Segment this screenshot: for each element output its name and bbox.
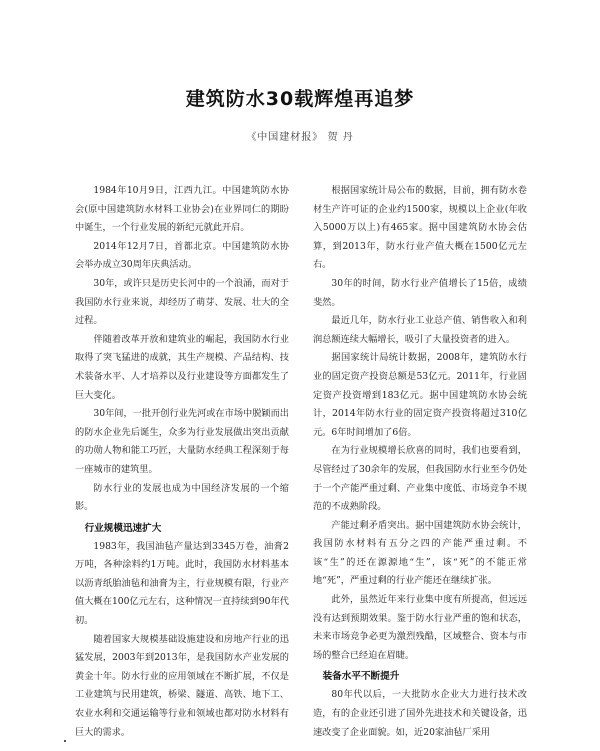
- right-column: [313, 182, 527, 742]
- article-byline: 《中国建材报》 贺 丹: [246, 132, 354, 143]
- paragraph: 30年，或许只是历史长河中的一个浪涌，而对于我国防水行业来说，却经历了萌芽、发展、壮大的全过程。: [75, 277, 289, 327]
- paragraph: 80年代以后，一大批防水企业大力进行技术改造，有的企业还引进了国外先进技术和关键设备，迅速改变了企业面貌。如，近20家油毡厂采用: [313, 689, 527, 738]
- paragraph: 1984年10月9日，江西九江。中国建筑防水协会(原中国建筑防水材料工业协会)在业界同仁的期盼中诞生，一个行业发展的新纪元就此开启。: [75, 185, 289, 234]
- paragraph: 随着国家大规模基础设施建设和房地产行业的迅猛发展，2003年到2013年，是我国防水产业发展的黄金十年。防水行业的应用领域在不断扩展，不仅是工业建筑与民用建筑，桥梁、隧道、高铁、地下工、农业水利和交通运输等行业和领域也都对防水材料有巨大的需求。: [75, 633, 289, 738]
- paragraph: 最近几年，防水行业工业总产值、销售收入和利润总额连续大幅增长，吸引了大量投资者的进入。: [313, 315, 527, 345]
- paragraph: 30年间，一批开创行业先河或在市场中脱颖而出的防水企业先后诞生，众多为行业发展做出突出贡献的功勋人物和能工巧匠，大量防水经典工程深刻于每一座城市的建筑里。: [75, 408, 289, 475]
- paragraph: 1983年，我国油毡产量达到3345万卷，油膏2万吨，各种涂料约1万吨。此时，我国防水材料基本以沥青纸胎油毡和油膏为主，行业规模有限，行业产值大概在100亿元左右，这种情况一直持续到90年代初。: [75, 540, 289, 627]
- paragraph: 产能过剩矛盾突出。据中国建筑防水协会统计，我国防水材料有五分之四的产能严重过剩。不该“生”的还在源源地“生”，该“死”的不能正常地“死”，严重过剩的行业产能还在继续扩张。: [313, 519, 527, 587]
- section-heading: 装备水平不断提升: [322, 671, 400, 683]
- section-heading: 行业规模迅速扩大: [84, 522, 162, 534]
- article-title: 建筑防水30载辉煌再追梦: [185, 88, 415, 110]
- paragraph: 防水行业的发展也成为中国经济发展的一个缩影。: [75, 482, 289, 513]
- paragraph: 伴随着改革开放和建筑业的崛起，我国防水行业取得了突飞猛进的成就，其生产规模、产品结构、技术装备水平、人才培养以及行业建设等方面都发生了巨大变化。: [75, 333, 289, 401]
- scan-mark: [64, 740, 66, 742]
- paragraph: 在为行业规模增长欣喜的同时，我们也要看到，尽管经过了30余年的发展，但我国防水行业至今仍处于一个产能严重过剩、产业集中度低、市场竞争不规范的不成熟阶段。: [313, 445, 527, 513]
- paragraph: 2014年12月7日，首都北京。中国建筑防水协会举办成立30周年庆典活动。: [75, 240, 289, 271]
- paragraph: 据国家统计局统计数据，2008年，建筑防水行业的固定资产投资总额是53亿元。2011年，行业固定资产投资增到183亿元。据中国建筑防水协会统计，2014年防水行业的固定资产投资将超过310亿元。6年时间增加了6倍。: [313, 352, 527, 438]
- paragraph: 根据国家统计局公布的数据，目前，拥有防水卷材生产许可证的企业约1500家，规模以上企业(年收入5000万以上)有465家。据中国建筑防水协会估算，到2013年，防水行业产值大概在1500亿元左右。: [313, 185, 527, 271]
- paragraph: 30年的时间，防水行业产值增长了15倍，成绩斐然。: [313, 277, 527, 308]
- paragraph: 此外，虽然近年来行业集中度有所提高，但远远没有达到预期效果。鉴于防水行业严重的饱和状态，未来市场竞争必更为激烈残酷，区域整合、资本与市场的整合已经迫在眉睫。: [313, 594, 527, 661]
- left-column: [75, 182, 289, 742]
